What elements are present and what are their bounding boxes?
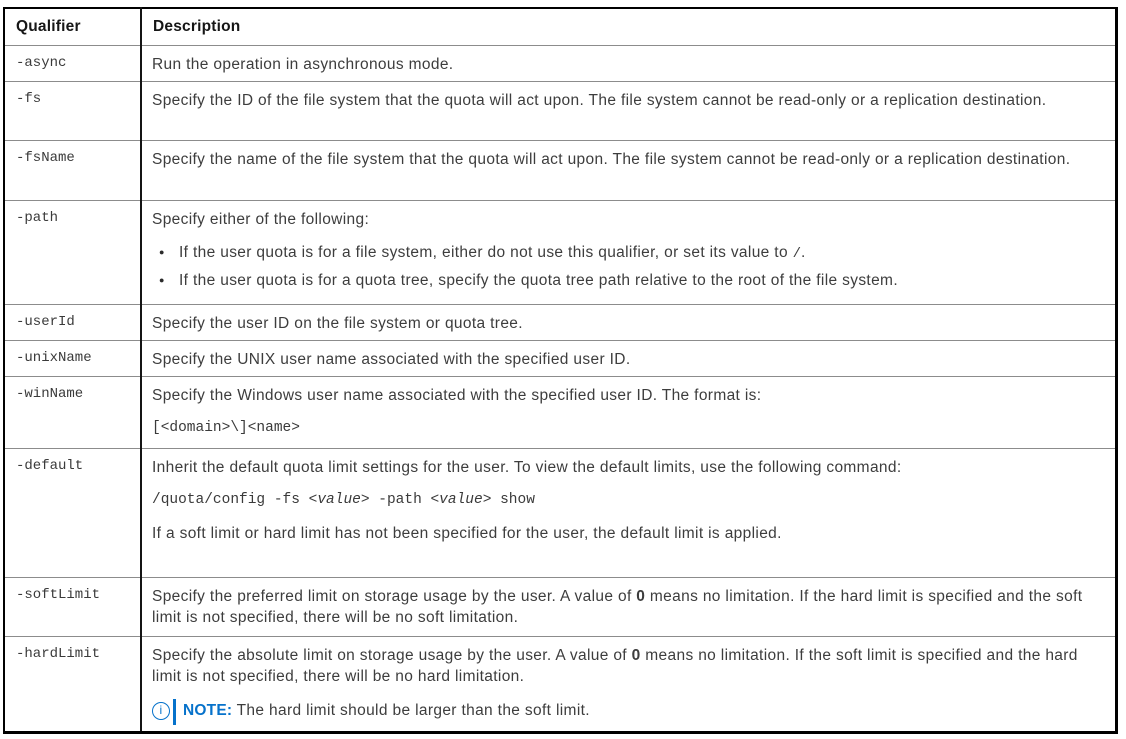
text-run: 0 (636, 587, 646, 605)
description-paragraph (152, 313, 1089, 334)
text-run: Specify either of the following: (152, 210, 370, 228)
qualifier-cell: -fsName (4, 140, 141, 200)
text-run: Specify the name of the file system that the quota will act upon. The file system cannot be read-only or a replication destination. (152, 150, 1071, 168)
text-run: Specify the user ID on the file system or quota tree. (152, 314, 523, 332)
text-run: Specify the ID of the file system that the quota will act upon. The file system cannot be read-only or a replication destination. (152, 91, 1047, 109)
description-paragraph (152, 90, 1089, 111)
qualifier-column-header: Qualifier (4, 8, 141, 45)
info-icon: i (152, 702, 170, 720)
qualifier-cell: -unixName (4, 340, 141, 376)
text-run: show (491, 491, 535, 508)
text-run: /quota/config -fs (152, 491, 309, 508)
text-run: Specify the Windows user name associated with the specified user ID. The format is: (152, 386, 762, 404)
note-text (183, 699, 590, 721)
table-row (4, 577, 1117, 636)
qualifier-description-table (3, 7, 1118, 734)
qualifier-cell: -async (4, 45, 141, 81)
text-run: <value> (308, 491, 370, 508)
text-run: If a soft limit or hard limit has not been specified for the user, the default limit is applied. (152, 524, 782, 542)
note-divider-bar (173, 699, 176, 725)
text-run: Specify the absolute limit on storage usage by the user. A value of (152, 646, 632, 664)
text-run: . (801, 243, 806, 261)
description-paragraph (152, 457, 1089, 478)
qualifier-cell: -hardLimit (4, 636, 141, 732)
table-row (4, 81, 1117, 140)
table-body (4, 45, 1117, 732)
code-line (152, 418, 1089, 439)
description-cell (141, 577, 1117, 636)
note-callout (152, 699, 1089, 725)
bullet-list (152, 242, 1089, 291)
text-run: Specify the UNIX user name associated with the specified user ID. (152, 350, 631, 368)
description-cell (141, 81, 1117, 140)
description-paragraph (152, 349, 1089, 370)
description-paragraph (152, 523, 1089, 544)
text-run: means no limitation. If the hard limit is specified and the soft limit is not specified, there will be no soft limitation. (152, 587, 1083, 626)
text-run: -path (369, 491, 431, 508)
qualifier-cell: -softLimit (4, 577, 141, 636)
qualifier-cell: -default (4, 448, 141, 577)
qualifier-cell: -winName (4, 376, 141, 448)
description-cell (141, 340, 1117, 376)
header-row (4, 8, 1117, 45)
description-cell (141, 636, 1117, 732)
text-run: 0 (631, 646, 641, 664)
table-row (4, 200, 1117, 304)
description-cell (141, 448, 1117, 577)
text-run: / (792, 245, 801, 262)
table-row (4, 304, 1117, 340)
text-run: If the user quota is for a quota tree, specify the quota tree path relative to the root of the file system. (179, 271, 898, 289)
text-run: Run the operation in asynchronous mode. (152, 55, 454, 73)
description-cell (141, 45, 1117, 81)
table-row (4, 45, 1117, 81)
description-paragraph (152, 586, 1089, 628)
table-row (4, 140, 1117, 200)
description-paragraph (152, 385, 1089, 406)
description-paragraph (152, 645, 1089, 687)
table-row (4, 636, 1117, 732)
text-run: means no limitation. If the soft limit is specified and the hard limit is not specified, there will be no hard limitation. (152, 646, 1078, 685)
text-run: If the user quota is for a file system, either do not use this qualifier, or set its value to (179, 243, 793, 261)
text-run: The hard limit should be larger than the soft limit. (232, 701, 590, 719)
description-cell (141, 304, 1117, 340)
code-line (152, 490, 1089, 511)
bullet-item (152, 270, 1089, 291)
description-cell (141, 140, 1117, 200)
text-run: Specify the preferred limit on storage usage by the user. A value of (152, 587, 637, 605)
qualifier-cell: -fs (4, 81, 141, 140)
note-label: NOTE: (183, 701, 233, 719)
description-cell (141, 200, 1117, 304)
description-paragraph (152, 149, 1089, 170)
table-row (4, 376, 1117, 448)
description-paragraph (152, 209, 1089, 230)
table-row (4, 448, 1117, 577)
text-run: <value> (430, 491, 492, 508)
text-run: Inherit the default quota limit settings for the user. To view the default limits, use the following command: (152, 458, 902, 476)
description-cell (141, 376, 1117, 448)
text-run: [<domain>\]<name> (152, 419, 300, 436)
description-paragraph (152, 54, 1089, 75)
description-column-header: Description (141, 8, 1117, 45)
qualifier-cell: -path (4, 200, 141, 304)
table-row (4, 340, 1117, 376)
bullet-item (152, 242, 1089, 265)
qualifier-cell: -userId (4, 304, 141, 340)
